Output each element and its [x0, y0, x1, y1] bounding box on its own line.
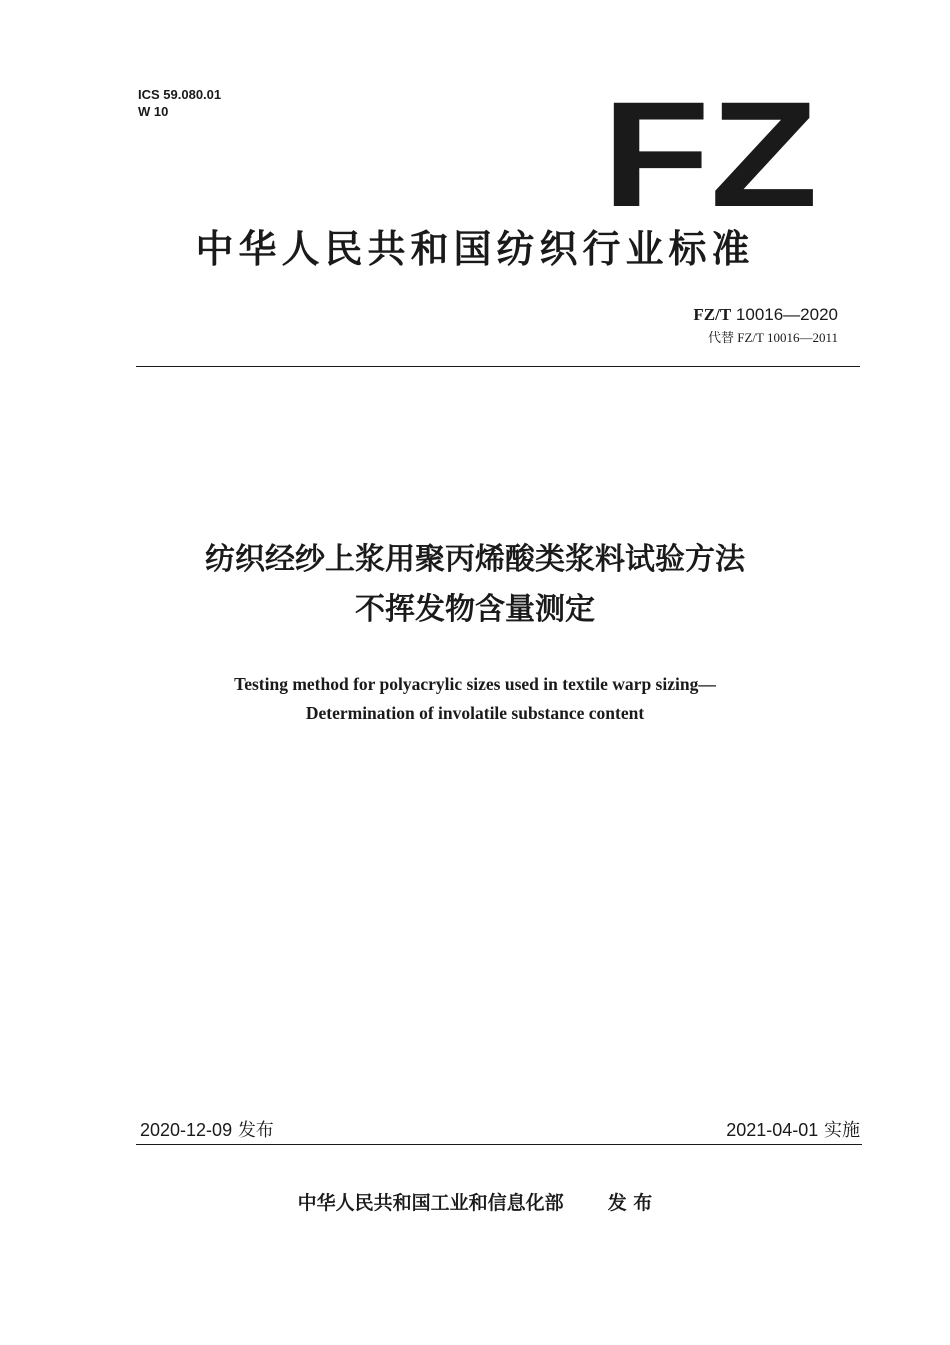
issue-date-block: [140, 1116, 274, 1142]
top-divider: [136, 366, 860, 367]
chinese-title-line-2: 不挥发物含量测定: [355, 592, 595, 627]
chinese-title-line-1: 纺织经纱上浆用聚丙烯酸类浆料试验方法: [205, 542, 745, 577]
ics-code: ICS 59.080.01: [138, 87, 222, 102]
chinese-title: [0, 535, 950, 635]
effective-date-block: [726, 1116, 860, 1142]
standard-number: [693, 305, 838, 325]
replaces-standard: 代替 FZ/T 10016—2011: [707, 330, 838, 345]
publisher-action: 发 布: [607, 1192, 653, 1214]
issue-label: 发布: [237, 1120, 274, 1141]
issue-date: 2020-12-09: [140, 1120, 233, 1140]
fz-logo: [600, 78, 822, 210]
effective-label: 实施: [824, 1120, 860, 1141]
publisher-name: 中华人民共和国工业和信息化部: [297, 1192, 564, 1214]
classification-codes: [138, 86, 221, 120]
english-title-line-1: Testing method for polyacrylic sizes used in textile warp sizing—: [234, 674, 716, 694]
english-title: [0, 670, 950, 728]
standard-number-value: 10016—2020: [735, 305, 838, 324]
standard-number-block: [693, 305, 838, 346]
english-title-line-2: Determination of involatile substance content: [305, 703, 645, 723]
standard-prefix: FZ/T: [693, 305, 732, 324]
publisher-line: [0, 1188, 950, 1215]
ccs-code: W 10: [138, 104, 169, 119]
bottom-divider: [136, 1144, 862, 1145]
effective-date: 2021-04-01: [726, 1120, 819, 1140]
industry-standard-title: 中华人民共和国纺织行业标准: [195, 227, 755, 271]
fz-logo-text: FZ: [602, 78, 818, 210]
